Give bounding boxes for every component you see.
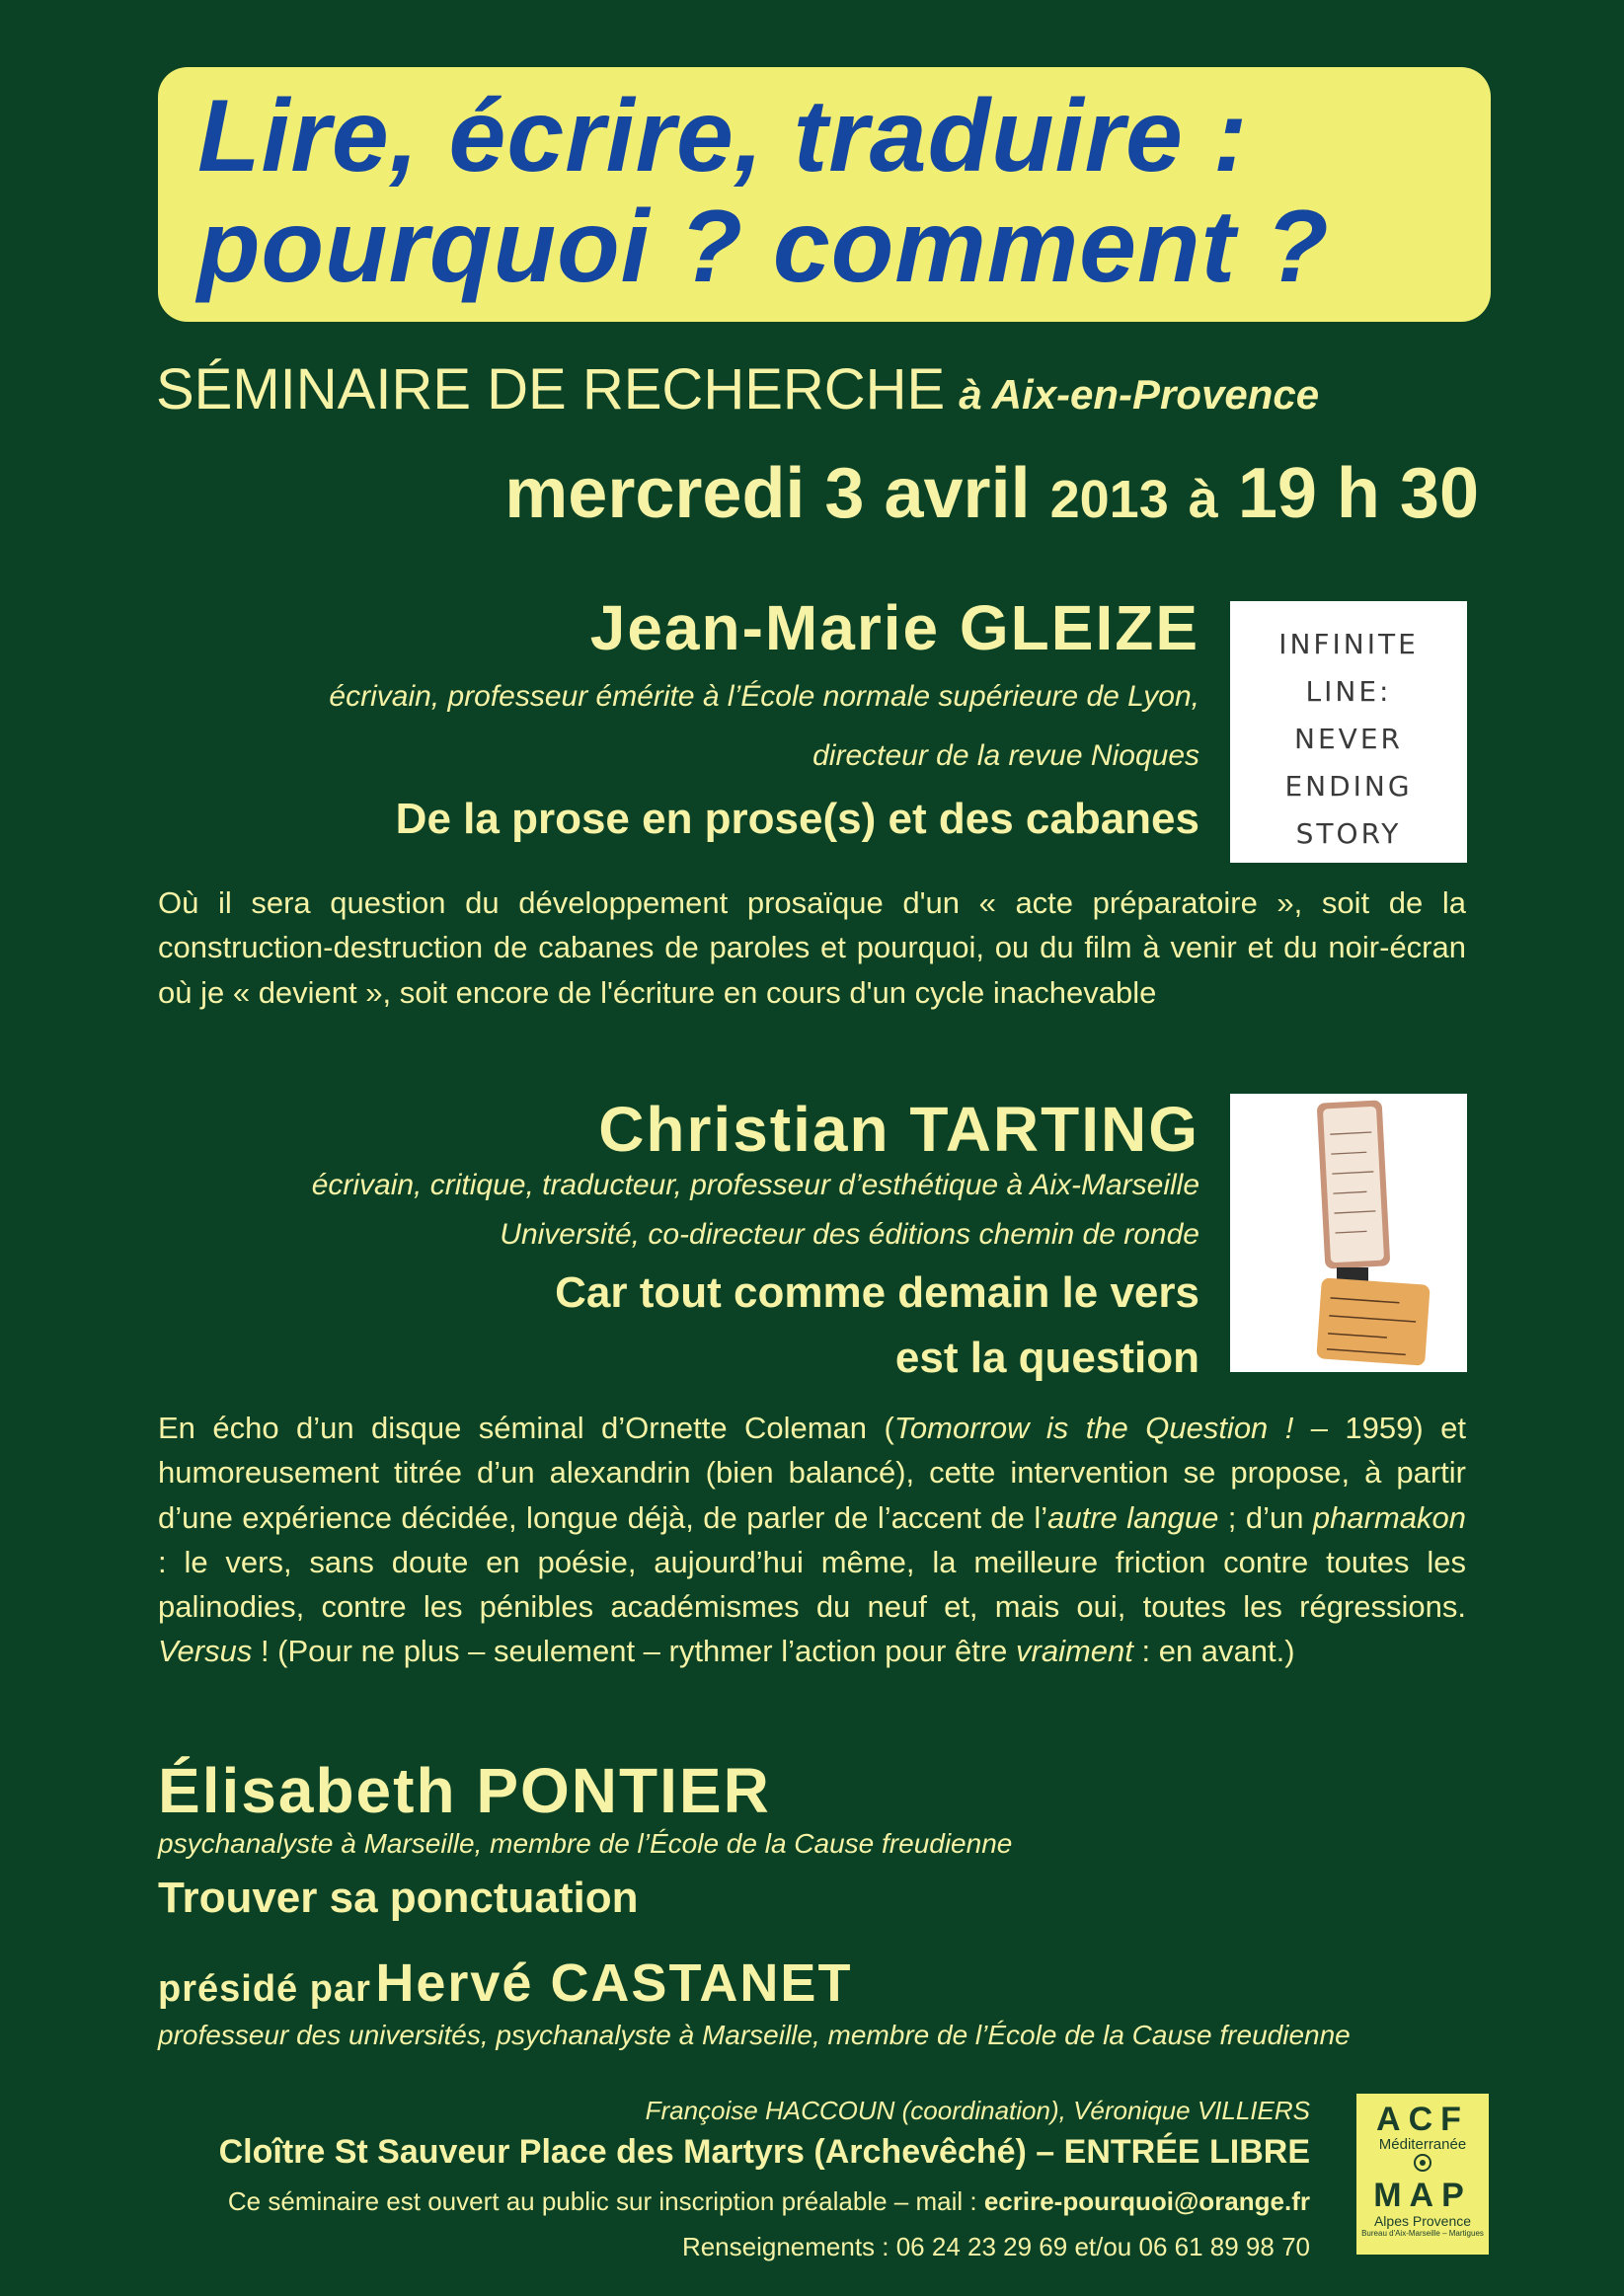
book-cover-infinite-line xyxy=(1230,601,1467,863)
speaker-3-role: psychanalyste à Marseille, membre de l’École de la Cause freudienne xyxy=(158,1828,1013,1859)
speaker-2-role-1: écrivain, critique, traducteur, professeur d’esthétique à Aix-Marseille xyxy=(311,1169,1199,1201)
info-phones: Renseignements : 06 24 23 29 69 et/ou 06 61 89 98 70 xyxy=(681,2232,1310,2261)
event-time: 19 h 30 xyxy=(1237,454,1479,533)
speaker-1-talk-title: De la prose en prose(s) et des cabanes xyxy=(395,795,1199,843)
logo-region-2: Alpes Provence xyxy=(1373,2213,1472,2229)
logo-emblem-icon xyxy=(1411,2153,1434,2173)
speaker-1-role-2: directeur de la revue Nioques xyxy=(812,739,1199,772)
speaker-3-talk-title: Trouver sa ponctuation xyxy=(158,1874,639,1922)
logo-map: MAP xyxy=(1373,2177,1472,2214)
title-line-2: pourquoi ? comment ? xyxy=(197,190,1330,304)
acf-map-logo xyxy=(1356,2094,1489,2255)
title-line-1: Lire, écrire, traduire : xyxy=(197,79,1249,193)
seminar-label: SÉMINAIRE DE RECHERCHE xyxy=(156,357,946,421)
speaker-1-abstract: Où il sera question du développement prosaïque d'un « acte préparatoire », soit de la construction-destruction de cabanes de paroles et pourquoi, ou du film à venir et du noir-écran où je « devient », soit encore de l'écriture en cours d'un cycle inachevable xyxy=(158,885,1466,1010)
event-year: 2013 xyxy=(1049,470,1169,529)
seminar-subtitle xyxy=(156,355,1319,429)
logo-bureau: Bureau d'Aix-Marseille – Martigues xyxy=(1361,2229,1484,2238)
inscription-text: Ce séminaire est ouvert au public sur inscription préalable – mail : xyxy=(227,2186,984,2216)
event-datetime xyxy=(504,450,1479,543)
inscription-line xyxy=(228,2181,1310,2221)
speaker-3-name: Élisabeth PONTIER xyxy=(158,1755,771,1826)
organizers: Françoise HACCOUN (coordination), Véronique VILLIERS xyxy=(645,2096,1310,2125)
speaker-2-talk-line-1: Car tout comme demain le vers xyxy=(555,1268,1199,1317)
chair-name: Hervé CASTANET xyxy=(375,1953,853,2013)
notebook-illustration xyxy=(1230,1094,1467,1372)
speaker-1-name: Jean-Marie GLEIZE xyxy=(589,592,1199,663)
chair-prefix: présidé par xyxy=(158,1968,371,2010)
contact-email[interactable]: ecrire-pourquoi@orange.fr xyxy=(983,2186,1310,2216)
seminar-location: à Aix-en-Provence xyxy=(959,371,1320,418)
notebook-photo xyxy=(1230,1094,1467,1372)
chair-role: professeur des universités, psychanalyste à Marseille, membre de l’École de la Cause freudienne xyxy=(158,2020,1351,2050)
book-cover-text: INFINITE LINE: NEVER ENDING STORY xyxy=(1278,628,1419,850)
speaker-2-name: Christian TARTING xyxy=(598,1094,1199,1165)
speaker-2-talk-line-2: est la question xyxy=(894,1334,1199,1382)
event-date: mercredi 3 avril xyxy=(504,454,1031,533)
event-at: à xyxy=(1188,470,1218,529)
speaker-2-abstract: En écho d’un disque séminal d’Ornette Coleman (Tomorrow is the Question ! – 1959) et humoreusement titrée d’un alexandrin (bien balancé), cette intervention se propose, à partir d’une expérience décidée, longue déjà, de parler de l’accent de l’autre langue ; d’un pharmakon : le vers, sans doute en poésie, aujourd’hui même, la meilleure friction contre toutes les palinodies, contre les pénibles académismes du neuf et, mais oui, toutes les régressions. Versus ! (Pour ne plus – seulement – rythmer l’action pour être vraiment : en avant.) xyxy=(158,1411,1466,1669)
speaker-1-role-1: écrivain, professeur émérite à l’École normale supérieure de Lyon, xyxy=(329,680,1199,713)
logo-region-1: Méditerranée xyxy=(1378,2136,1467,2153)
logo-acf: ACF xyxy=(1376,2101,1469,2138)
venue: Cloître St Sauveur Place des Martyrs (Archevêché) – ENTRÉE LIBRE xyxy=(218,2133,1310,2171)
speaker-2-role-2: Université, co-directeur des éditions chemin de ronde xyxy=(500,1218,1199,1251)
chair-line xyxy=(158,1952,852,2014)
